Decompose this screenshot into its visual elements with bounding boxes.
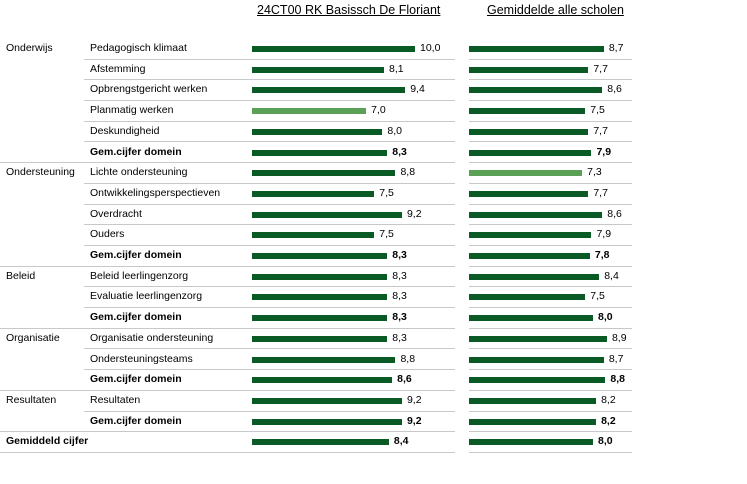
school-score-bar — [252, 377, 392, 383]
domain-average-row — [0, 143, 747, 164]
domain-average-row — [0, 412, 747, 433]
indicator-row — [0, 287, 747, 308]
indicator-label: Pedagogisch klimaat — [90, 42, 187, 54]
domain-label: Onderwijs — [6, 42, 53, 54]
school-score-bar — [252, 274, 387, 280]
average-score-bar — [469, 232, 591, 238]
indicator-label: Ondersteuningsteams — [90, 352, 193, 365]
average-score-value: 7,9 — [596, 145, 612, 158]
indicator-label: Gem.cijfer domein — [90, 145, 182, 158]
school-score-value: 8,3 — [392, 290, 407, 303]
indicator-row — [0, 350, 747, 371]
school-score-value: 9,4 — [410, 83, 425, 96]
indicator-label: Gem.cijfer domein — [90, 249, 182, 261]
average-score-value: 7,7 — [593, 62, 608, 75]
average-score-bar — [469, 253, 590, 259]
school-score-value: 8,8 — [400, 352, 416, 365]
school-score-value: 9,2 — [406, 414, 422, 427]
indicator-label: Overdracht — [90, 207, 142, 220]
domain-label: Gemiddeld cijfer — [6, 435, 89, 448]
average-score-bar — [469, 377, 605, 383]
school-score-bar — [252, 315, 387, 321]
school-score-value: 8,4 — [393, 435, 409, 448]
school-score-bar — [252, 336, 387, 342]
average-score-value: 7,7 — [593, 124, 608, 137]
average-score-bar — [469, 419, 596, 425]
school-score-bar — [252, 398, 402, 404]
indicator-row — [0, 80, 747, 101]
average-score-value: 8,0 — [598, 435, 613, 448]
average-score-bar — [469, 191, 588, 197]
average-score-value: 7,8 — [594, 249, 610, 261]
school-score-value: 8,3 — [392, 311, 407, 324]
column-header-school: 24CT00 RK Basissch De Floriant — [257, 3, 441, 17]
overall-average-row — [0, 432, 747, 453]
average-score-bar — [469, 150, 591, 156]
school-score-value: 8,6 — [397, 373, 412, 386]
school-score-value: 7,5 — [379, 228, 394, 241]
indicator-row — [0, 184, 747, 205]
domain-label: Ondersteuning — [6, 166, 75, 179]
average-score-value: 8,6 — [607, 207, 622, 220]
indicator-row — [0, 329, 747, 350]
indicator-label: Ontwikkelingsperspectieven — [90, 186, 221, 199]
row-divider — [0, 452, 455, 453]
school-score-bar — [252, 232, 374, 238]
average-score-bar — [469, 336, 607, 342]
average-score-bar — [469, 108, 585, 114]
average-score-bar — [469, 46, 604, 52]
school-score-bar — [252, 294, 387, 300]
school-score-value: 8,3 — [392, 145, 407, 158]
indicator-label: Gem.cijfer domein — [90, 311, 182, 324]
average-score-value: 7,7 — [593, 186, 608, 199]
school-score-bar — [252, 191, 374, 197]
domain-average-row — [0, 370, 747, 391]
indicator-label: Opbrengstgericht werken — [90, 83, 208, 96]
domain-label: Resultaten — [6, 393, 57, 406]
school-score-value: 7,0 — [371, 104, 386, 117]
school-score-bar — [252, 439, 389, 445]
average-score-bar — [469, 398, 596, 404]
column-header-average: Gemiddelde alle scholen — [487, 3, 624, 17]
school-score-value: 8,3 — [392, 269, 407, 282]
average-score-bar — [469, 315, 593, 321]
average-score-bar — [469, 294, 585, 300]
row-divider-average — [469, 452, 632, 453]
indicator-row — [0, 122, 747, 143]
school-score-value: 9,2 — [406, 207, 422, 220]
average-score-value: 8,2 — [601, 414, 616, 427]
school-score-bar — [252, 67, 384, 73]
school-score-value: 8,3 — [392, 331, 407, 344]
average-score-value: 8,4 — [604, 269, 619, 282]
indicator-row — [0, 39, 747, 60]
indicator-label: Beleid leerlingenzorg — [90, 269, 189, 282]
school-score-bar — [252, 129, 382, 135]
average-score-bar — [469, 170, 582, 176]
domain-average-row — [0, 246, 747, 267]
average-score-bar — [469, 87, 602, 93]
school-score-value: 8,1 — [389, 62, 404, 75]
average-score-value: 8,6 — [607, 83, 622, 96]
indicator-label: Afstemming — [90, 62, 146, 75]
domain-average-row — [0, 308, 747, 329]
average-score-value: 8,0 — [598, 311, 613, 324]
average-score-bar — [469, 212, 602, 218]
average-score-bar — [469, 67, 588, 73]
indicator-row — [0, 267, 747, 288]
indicator-label: Ouders — [90, 228, 125, 241]
average-score-bar — [469, 129, 588, 135]
average-score-value: 8,2 — [601, 393, 616, 406]
indicator-row — [0, 225, 747, 246]
indicator-row — [0, 205, 747, 226]
average-score-bar — [469, 439, 593, 445]
indicator-label: Gem.cijfer domein — [90, 373, 182, 386]
school-score-value: 8,3 — [392, 249, 407, 261]
school-score-value: 8,8 — [400, 166, 416, 179]
school-score-bar — [252, 212, 402, 218]
average-score-value: 8,8 — [610, 373, 625, 386]
school-score-value: 9,2 — [406, 393, 422, 406]
average-score-value: 7,5 — [590, 104, 605, 117]
indicator-label: Evaluatie leerlingenzorg — [90, 290, 203, 303]
indicator-label: Lichte ondersteuning — [90, 166, 188, 179]
school-score-bar — [252, 253, 387, 259]
indicator-row — [0, 101, 747, 122]
average-score-value: 7,9 — [596, 228, 612, 241]
indicator-label: Organisatie ondersteuning — [90, 331, 214, 344]
indicator-label: Resultaten — [90, 393, 141, 406]
indicator-row — [0, 163, 747, 184]
school-score-value: 7,5 — [379, 186, 394, 199]
school-score-bar — [252, 170, 395, 176]
school-score-bar — [252, 46, 415, 52]
school-score-bar — [252, 150, 387, 156]
school-score-value: 8,0 — [387, 124, 402, 137]
indicator-label: Gem.cijfer domein — [90, 414, 182, 427]
average-score-value: 8,9 — [611, 331, 627, 344]
indicator-label: Planmatig werken — [90, 104, 174, 117]
average-score-value: 7,3 — [587, 166, 602, 179]
average-score-bar — [469, 274, 599, 280]
average-score-value: 8,7 — [608, 42, 624, 54]
domain-label: Organisatie — [6, 331, 60, 344]
average-score-value: 8,7 — [608, 352, 624, 365]
average-score-bar — [469, 357, 604, 363]
indicator-row — [0, 391, 747, 412]
average-score-value: 7,5 — [590, 290, 605, 303]
school-score-bar — [252, 108, 366, 114]
indicator-label: Deskundigheid — [90, 124, 160, 137]
school-score-bar — [252, 87, 405, 93]
school-score-value: 10,0 — [420, 42, 441, 54]
domain-label: Beleid — [6, 269, 36, 282]
school-score-bar — [252, 419, 402, 425]
school-score-bar — [252, 357, 395, 363]
indicator-row — [0, 60, 747, 81]
